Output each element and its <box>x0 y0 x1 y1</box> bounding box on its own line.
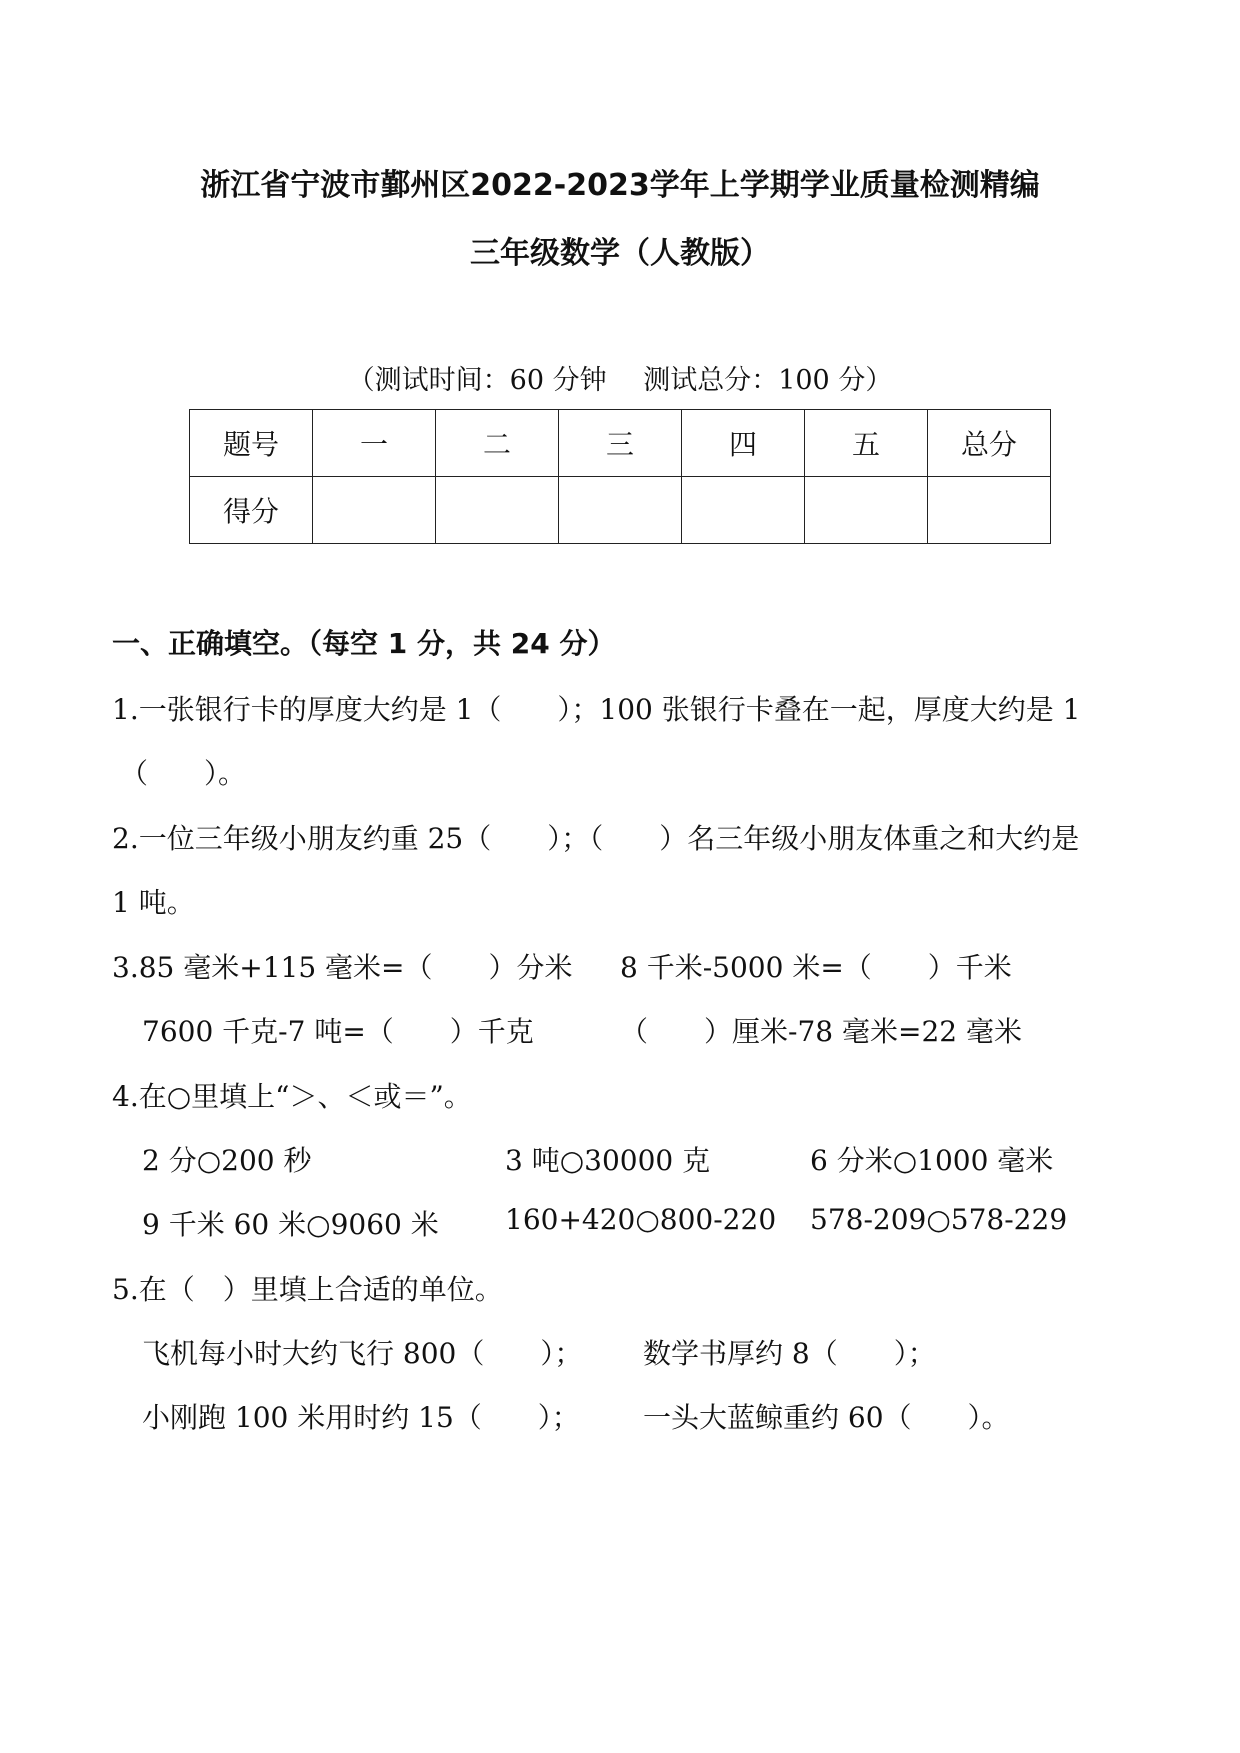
score-blank-cell <box>805 477 928 544</box>
question-2-line-1: 2.一位三年级小朋友约重 25（ ）；（ ）名三年级小朋友体重之和大约是 <box>112 822 1080 855</box>
compare-item: 3 吨○30000 克 <box>505 1144 711 1177</box>
compare-item: 2 分○200 秒 <box>142 1144 312 1177</box>
score-table-cell: 题号 <box>190 410 313 477</box>
unit-item: 一头大蓝鲸重约 60（ ）。 <box>643 1401 1010 1434</box>
section-heading: 一、正确填空。（每空 1 分，共 24 分） <box>112 627 616 660</box>
score-blank-cell <box>436 477 559 544</box>
score-blank-cell <box>682 477 805 544</box>
score-table-cell: 三 <box>559 410 682 477</box>
score-table-cell: 四 <box>682 410 805 477</box>
score-table-header-row <box>190 410 1051 477</box>
question-3-a: 3.85 毫米+115 毫米=（ ）分米 <box>112 951 573 984</box>
question-1-line-2: （ ）。 <box>120 757 247 790</box>
compare-item: 6 分米○1000 毫米 <box>810 1144 1054 1177</box>
score-table-cell: 五 <box>805 410 928 477</box>
question-3-d: （ ）厘米-78 毫米=22 毫米 <box>620 1015 1022 1048</box>
page-subtitle: 三年级数学（人教版） <box>470 236 770 271</box>
score-table-cell: 二 <box>436 410 559 477</box>
test-total-score: 测试总分：100 分） <box>643 365 893 396</box>
score-blank-cell <box>559 477 682 544</box>
score-table <box>189 409 1051 544</box>
question-3-b: 8 千米-5000 米=（ ）千米 <box>620 951 1012 984</box>
unit-item: 飞机每小时大约飞行 800（ ）； <box>142 1337 583 1370</box>
score-blank-cell <box>313 477 436 544</box>
compare-item: 578-209○578-229 <box>810 1203 1068 1236</box>
question-2-line-2: 1 吨。 <box>112 886 195 919</box>
unit-item: 小刚跑 100 米用时约 15（ ）； <box>142 1401 580 1434</box>
compare-item: 160+420○800-220 <box>505 1203 777 1236</box>
test-info <box>0 358 1240 397</box>
compare-item: 9 千米 60 米○9060 米 <box>142 1208 439 1241</box>
score-table-score-row <box>190 477 1051 544</box>
score-table-cell: 得分 <box>190 477 313 544</box>
score-table-cell: 一 <box>313 410 436 477</box>
score-table-cell: 总分 <box>928 410 1051 477</box>
question-5-intro: 5.在（ ）里填上合适的单位。 <box>112 1273 503 1306</box>
score-blank-cell <box>928 477 1051 544</box>
question-3-c: 7600 千克-7 吨=（ ）千克 <box>142 1015 534 1048</box>
question-1-line-1: 1.一张银行卡的厚度大约是 1（ ）；100 张银行卡叠在一起，厚度大约是 1 <box>112 693 1081 726</box>
page-title: 浙江省宁波市鄞州区2022-2023学年上学期学业质量检测精编 <box>200 168 1040 203</box>
question-4-intro: 4.在○里填上“＞、＜或＝”。 <box>112 1080 472 1113</box>
unit-item: 数学书厚约 8（ ）； <box>643 1337 936 1370</box>
test-time: （测试时间：60 分钟 <box>347 365 607 396</box>
